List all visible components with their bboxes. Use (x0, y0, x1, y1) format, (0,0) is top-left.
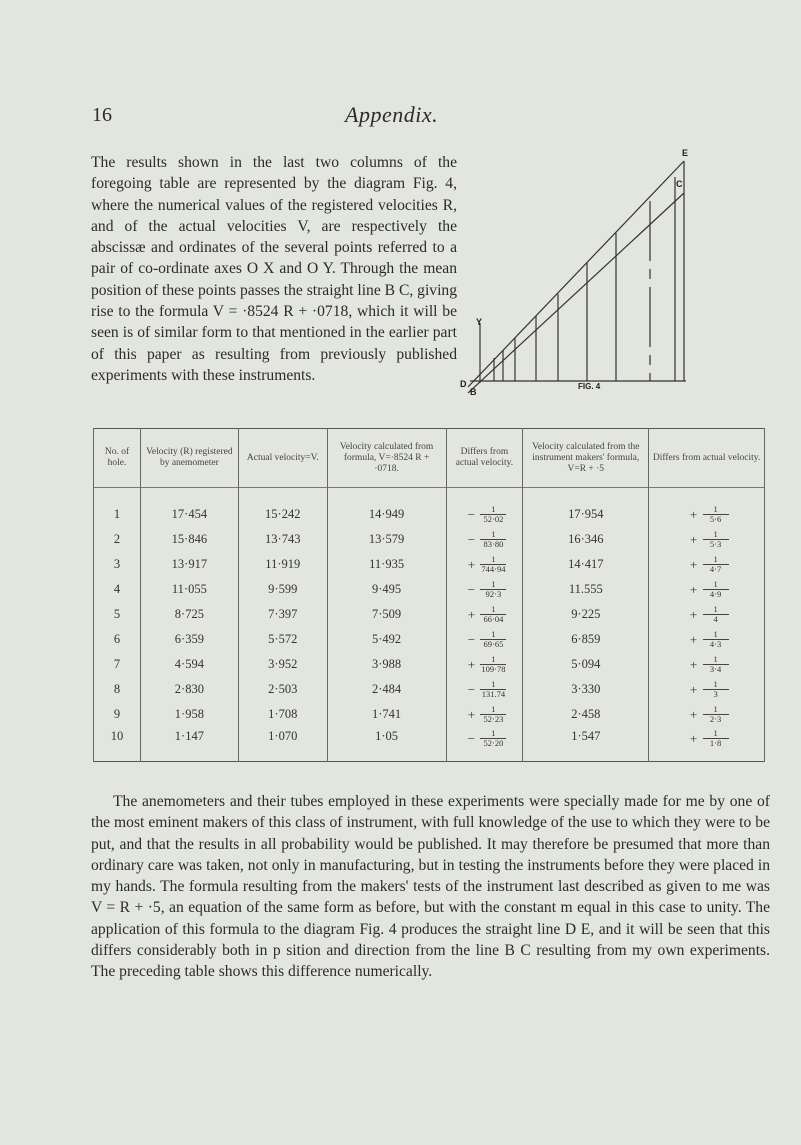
table-row (94, 702, 765, 727)
fraction: $\frac{1}{3\cdot 4}$ (703, 655, 729, 674)
sign: + (689, 631, 698, 647)
sign: + (467, 706, 476, 722)
difference-makers (649, 602, 765, 627)
actual-velocity: 2·503 (238, 677, 327, 702)
sign: + (689, 656, 698, 672)
difference-makers (649, 577, 765, 602)
makers-calculated-velocity: 2·458 (523, 702, 649, 727)
makers-calculated-velocity: 9·225 (523, 602, 649, 627)
calculated-velocity: 9·495 (327, 577, 446, 602)
sign: − (467, 506, 476, 522)
sign: − (467, 581, 476, 597)
registered-velocity: 11·055 (140, 577, 238, 602)
difference-formula (446, 627, 523, 652)
difference-makers (649, 627, 765, 652)
calculated-velocity: 1·741 (327, 702, 446, 727)
difference-formula (446, 652, 523, 677)
hole-number: 5 (94, 602, 141, 627)
calculated-velocity: 2·484 (327, 677, 446, 702)
table-row (94, 552, 765, 577)
calculated-velocity: 7·509 (327, 602, 446, 627)
fraction: $\frac{1}{1\cdot 8}$ (703, 729, 729, 748)
actual-velocity: 11·919 (238, 552, 327, 577)
col-header-registered: Velocity (R) registered by anemometer (140, 429, 238, 488)
fraction: $\frac{1}{4\cdot 7}$ (703, 555, 729, 574)
makers-calculated-velocity: 5·094 (523, 652, 649, 677)
running-head: Appendix. (345, 102, 439, 127)
registered-velocity: 6·359 (140, 627, 238, 652)
table-row (94, 527, 765, 552)
hole-number: 1 (94, 488, 141, 528)
registered-velocity: 15·846 (140, 527, 238, 552)
fraction: $\frac{1}{66\cdot 04}$ (480, 605, 506, 624)
fraction: $\frac{1}{2\cdot 3}$ (703, 705, 729, 724)
fraction: $\frac{1}{52\cdot 02}$ (480, 505, 506, 524)
sign: − (467, 681, 476, 697)
actual-velocity: 5·572 (238, 627, 327, 652)
table-row (94, 602, 765, 627)
hole-number: 10 (94, 727, 141, 762)
makers-calculated-velocity: 11.555 (523, 577, 649, 602)
difference-makers (649, 702, 765, 727)
fraction: $\frac{1}{109\cdot 78}$ (481, 654, 506, 674)
sign: + (689, 556, 698, 572)
difference-makers (649, 488, 765, 528)
hole-number: 8 (94, 677, 141, 702)
actual-velocity: 3·952 (238, 652, 327, 677)
fraction: $\frac{1}{52\cdot 23}$ (480, 705, 506, 724)
difference-formula (446, 702, 523, 727)
difference-formula (446, 727, 523, 762)
fraction: $\frac{1}{3}$ (703, 680, 729, 699)
actual-velocity: 15·242 (238, 488, 327, 528)
actual-velocity: 9·599 (238, 577, 327, 602)
fraction: $\frac{1}{4}$ (703, 605, 729, 624)
difference-makers (649, 652, 765, 677)
point-label-b: B (470, 387, 477, 395)
table-row (94, 577, 765, 602)
calculated-velocity: 11·935 (327, 552, 446, 577)
hole-number: 3 (94, 552, 141, 577)
makers-calculated-velocity: 1·547 (523, 727, 649, 762)
fraction: $\frac{1}{131.74}$ (481, 679, 506, 699)
difference-makers (649, 527, 765, 552)
hole-number: 4 (94, 577, 141, 602)
paragraph-intro: The results shown in the last two columns of the foregoing table are represented by the diagram Fig. 4, where the numerical values of the registered velocities R, and of the actual velocities V, are respectively the abscissæ and ordinates of the several points referred to a pair of co-ordinate axes O X and O Y. Through the mean position of these points passes the straight line B C, giving rise to the formula V = ·8524 R + ·0718, which it will be seen is of similar form to that mentioned in the earlier part of this paper as resulting from previously published experiments with these instruments. (91, 154, 457, 384)
sign: + (689, 506, 698, 522)
hole-number: 6 (94, 627, 141, 652)
paragraph-anemometers: The anemometers and their tubes employed in these experiments were specially made for me by one of the most eminent makers of this class of instrument, with full knowledge of the use to which they were to be put, and that the results in all probability would be published. It may therefore be presumed that more than ordinary care was taken, not only in manufacturing, but in testing the instruments before they were placed in my hands. The formula resulting from the makers' tests of the instrument last described as given to me was V = R + ·5, an equation of the same form as before, but with the constant m equal in this case to unity. The application of this formula to the diagram Fig. 4 produces the straight line D E, and it will be seen that this differs considerably both in p sition and direction from the line B C resulting from my own experiments. The preceding table shows this difference numerically. (91, 793, 770, 981)
registered-velocity: 4·594 (140, 652, 238, 677)
col-header-makers-differs: Differs from actual velocity. (649, 429, 765, 488)
line-bc (468, 193, 684, 393)
fraction: $\frac{1}{5\cdot 6}$ (703, 505, 729, 524)
col-header-hole: No. of hole. (94, 429, 141, 488)
difference-formula (446, 488, 523, 528)
sign: + (467, 556, 476, 572)
col-header-actual: Actual velocity=V. (238, 429, 327, 488)
velocity-table (93, 428, 765, 762)
makers-calculated-velocity: 16·346 (523, 527, 649, 552)
calculated-velocity: 1·05 (327, 727, 446, 762)
fraction: $\frac{1}{4\cdot 3}$ (703, 630, 729, 649)
col-header-differs: Differs from actual velocity. (446, 429, 523, 488)
fraction: $\frac{1}{52\cdot 20}$ (480, 729, 506, 748)
sign: + (689, 581, 698, 597)
difference-makers (649, 677, 765, 702)
registered-velocity: 8·725 (140, 602, 238, 627)
fraction: $\frac{1}{83\cdot 80}$ (480, 530, 506, 549)
makers-calculated-velocity: 14·417 (523, 552, 649, 577)
point-label-d: D (460, 379, 467, 389)
sign: + (689, 730, 698, 746)
fraction: $\frac{1}{69\cdot 65}$ (480, 630, 506, 649)
registered-velocity: 17·454 (140, 488, 238, 528)
actual-velocity: 13·743 (238, 527, 327, 552)
difference-formula (446, 552, 523, 577)
sign: − (467, 531, 476, 547)
calculated-velocity: 13·579 (327, 527, 446, 552)
makers-calculated-velocity: 17·954 (523, 488, 649, 528)
table-row (94, 652, 765, 677)
figure-label: FIG. 4 (578, 382, 601, 391)
sign: + (467, 606, 476, 622)
hole-number: 7 (94, 652, 141, 677)
table-row (94, 488, 765, 528)
fraction: $\frac{1}{92\cdot 3}$ (480, 580, 506, 599)
sign: + (689, 706, 698, 722)
table-row (94, 677, 765, 702)
makers-calculated-velocity: 6·859 (523, 627, 649, 652)
table-header-row (94, 429, 765, 488)
col-header-calculated: Velocity calculated from formula, V=·8524 R + ·0718. (327, 429, 446, 488)
hole-number: 2 (94, 527, 141, 552)
fraction: $\frac{1}{5\cdot 3}$ (703, 530, 729, 549)
difference-makers (649, 727, 765, 762)
col-header-makers-calc: Velocity calculated from the instrument makers' formula, V=R + ·5 (523, 429, 649, 488)
calculated-velocity: 3·988 (327, 652, 446, 677)
point-label-e: E (682, 148, 689, 158)
actual-velocity: 7·397 (238, 602, 327, 627)
difference-formula (446, 677, 523, 702)
actual-velocity: 1·070 (238, 727, 327, 762)
sign: + (689, 531, 698, 547)
registered-velocity: 2·830 (140, 677, 238, 702)
line-de (468, 161, 684, 387)
table-row (94, 627, 765, 652)
sign: − (467, 631, 476, 647)
fraction: $\frac{1}{4\cdot 9}$ (703, 580, 729, 599)
table-row (94, 727, 765, 762)
difference-formula (446, 602, 523, 627)
sign: + (467, 656, 476, 672)
actual-velocity: 1·708 (238, 702, 327, 727)
sign: − (467, 730, 476, 746)
point-label-c: C (676, 179, 683, 189)
difference-formula (446, 527, 523, 552)
difference-makers (649, 552, 765, 577)
registered-velocity: 1·958 (140, 702, 238, 727)
point-label-y: Y (476, 317, 483, 327)
registered-velocity: 1·147 (140, 727, 238, 762)
fraction: $\frac{1}{744\cdot 94}$ (481, 554, 506, 574)
sign: + (689, 606, 698, 622)
hole-number: 9 (94, 702, 141, 727)
calculated-velocity: 5·492 (327, 627, 446, 652)
makers-calculated-velocity: 3·330 (523, 677, 649, 702)
page-number: 16 (92, 104, 112, 126)
calculated-velocity: 14·949 (327, 488, 446, 528)
sign: + (689, 681, 698, 697)
difference-formula (446, 577, 523, 602)
registered-velocity: 13·917 (140, 552, 238, 577)
figure-4-diagram (450, 145, 710, 395)
